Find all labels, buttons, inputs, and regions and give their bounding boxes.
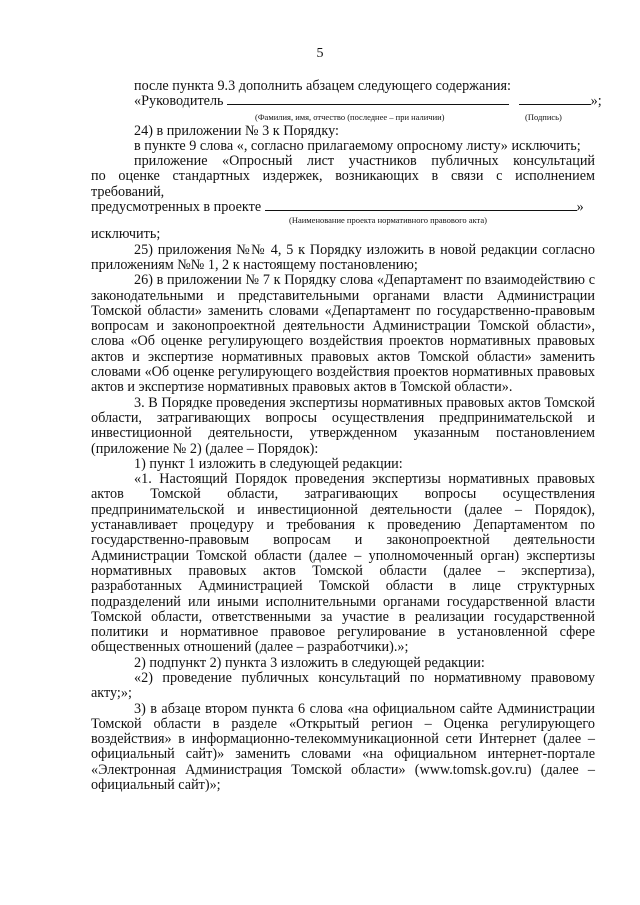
document-body	[91, 78, 602, 794]
paragraph-item-1-text: «1. Настоящий Порядок проведения экспертизы нормативных правовых актов Томской области, затрагивающих вопросы осуществления предпринимательской и инвестиционной деятельности (далее – Порядок), устанавливает процедуру и требования к проведению Департаментом по государственно-правовым вопросам и законопроектной деятельности Администрации Томской области (далее – уполномоченный орган) экспертизы нормативных правовых актов Томской области (далее – экспертиза), разработанных Администрацией Томской области в лице структурных подразделений или иными исполнительными органами государственной власти Томской области, ответственными за участие в реализации государственной политики и нормативное правовое регулирование в установленной сфере общественных отношений (далее – разработчики).»;	[91, 471, 595, 656]
fio-blank-line	[227, 94, 509, 105]
paragraph-appendix-3: 24) в приложении № 3 к Порядку:	[134, 122, 339, 139]
head-end: »;	[590, 93, 602, 110]
signature-blank-line	[519, 94, 591, 105]
paragraph-questionnaire-c	[91, 200, 595, 215]
project-caption-row	[91, 215, 595, 229]
caption-fio: (Фамилия, имя, отчество (последнее – при наличии)	[255, 111, 445, 122]
paragraph-appendix-7: 26) в приложении № 7 к Порядку слова «Департамент по взаимодействию с законодательными и представительными органами власти Администрации Томской области» заменить словами «Департамент по государственно-правовым вопросам и законопроектной деятельности Администрации Томской области», слова «Об оценке регулирующего воздействия проектов нормативных правовых актов и экспертизе нормативных правовых актов Томской области» заменить словами «Об оценке регулирующего воздействия проектов нормативных правовых актов и экспертизе нормативных правовых актов в Томской области».	[91, 272, 595, 396]
paragraph-appendices-4-5: 25) приложения №№ 4, 5 к Порядку изложить в новой редакции согласно приложениям №№ 1, 2 к настоящему постановлению;	[91, 241, 595, 273]
project-end: »	[576, 199, 584, 216]
project-blank-line	[265, 200, 577, 211]
signature-captions	[91, 110, 595, 124]
page-number: 5	[316, 46, 324, 61]
paragraph-subitem-2-text: «2) проведение публичных консультаций по нормативному правовому акту;»;	[91, 669, 595, 702]
paragraph-after-item-9-3: после пункта 9.3 дополнить абзацем следующего содержания:	[134, 78, 511, 94]
head-label: «Руководитель	[134, 93, 224, 110]
paragraph-questionnaire-b: по оценке стандартных издержек, возникающих в связи с исполнением требований,	[91, 168, 595, 200]
paragraph-subitem-2: 2) подпункт 2) пункта 3 изложить в следующей редакции:	[134, 654, 485, 671]
paragraph-expertise-procedure: 3. В Порядке проведения экспертизы нормативных правовых актов Томской области, затрагивающих вопросы осуществления предпринимательской и инвестиционной деятельности, утвержденном указанным постановлением (приложение № 2) (далее – Порядок):	[91, 394, 595, 457]
caption-project: (Наименование проекта нормативного правового акта)	[289, 215, 487, 226]
paragraph-questionnaire-d: исключить;	[91, 226, 161, 243]
paragraph-item-9-words: в пункте 9 слова «, согласно прилагаемому опросному листу» исключить;	[134, 137, 581, 154]
paragraph-item-1: 1) пункт 1 изложить в следующей редакции:	[134, 455, 403, 472]
paragraph-item-6: 3) в абзаце втором пункта 6 слова «на официальном сайте Администрации Томской области в разделе «Открытый регион – Оценка регулирующего воздействия» в информационно-телекоммуникационной сети Интернет (далее – официальный сайт)» заменить словами «на официальном интернет-портале «Электронная Администрация Томской области» (www.tomsk.gov.ru) (далее – официальный сайт)»;	[91, 700, 595, 794]
paragraph-questionnaire-a: приложение «Опросный лист участников публичных консультаций	[134, 153, 595, 170]
caption-signature: (Подпись)	[525, 111, 562, 122]
project-label: предусмотренных в проекте	[91, 199, 262, 216]
head-signature-line	[91, 93, 602, 110]
